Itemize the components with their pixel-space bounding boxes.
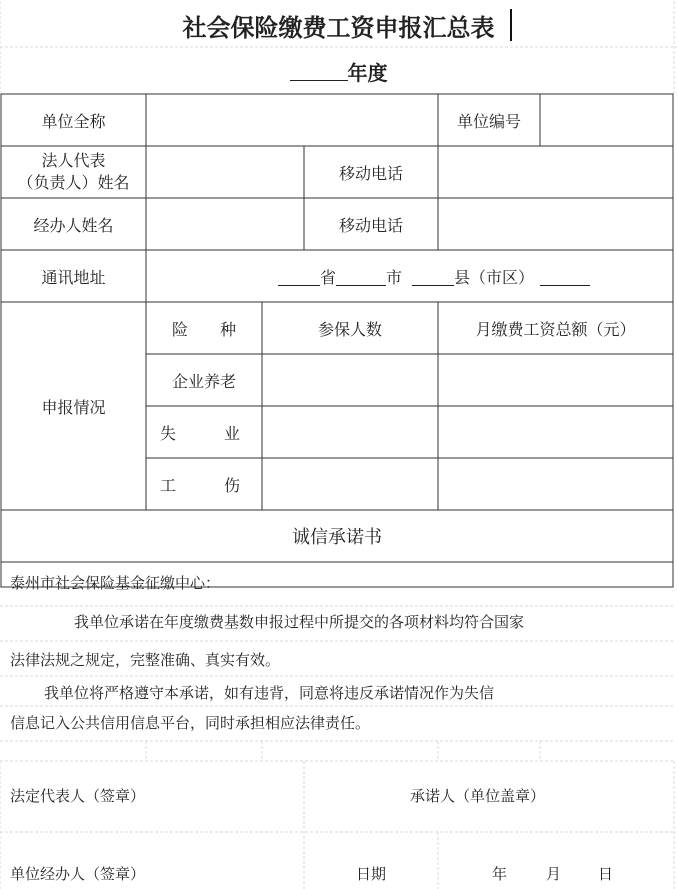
year-line [0,52,677,90]
city-label: 市 [386,267,403,287]
legal-rep-label-line2: （负责人）姓名 [17,173,130,192]
pension-wage-input[interactable] [438,354,673,406]
unit-name-input[interactable] [146,94,438,146]
mobile-input-1[interactable] [438,146,673,198]
col-header-insured-count: 参保人数 [317,319,382,339]
legal-rep-signature-label: 法定代表人（签章） [10,786,146,805]
text-cursor [510,9,512,41]
date-label: 日期 [356,864,387,883]
unit-number-input[interactable] [540,94,673,146]
legal-rep-label [1,146,146,198]
county-label: 县（市区） [454,267,535,287]
address-field [146,250,673,302]
handler-name-label: 经办人姓名 [33,215,114,235]
unit-name-label: 单位全称 [41,111,106,131]
pledge-para2-line1: 我单位将严格遵守本承诺，如有违背，同意将违反承诺情况作为失信 [44,683,495,702]
col-header-insurance-type: 险 种 [171,319,236,339]
legal-rep-label-line1: 法人代表 [41,151,106,170]
injury-wage-input[interactable] [438,458,673,510]
row-label-pension: 企业养老 [171,371,236,391]
pledge-para2-line2: 信息记入公共信用信息平台，同时承担相应法律责任。 [10,713,371,732]
promisor-seal-label: 承诺人（单位盖章） [410,786,546,805]
province-blank[interactable] [278,267,320,286]
year-blank[interactable] [290,62,348,81]
declaration-label: 申报情况 [41,397,106,417]
unemployment-wage-input[interactable] [438,406,673,458]
pledge-para1-line1: 我单位承诺在年度缴费基数申报过程中所提交的各项材料均符合国家 [74,612,525,631]
mobile-label-2: 移动电话 [338,215,403,235]
province-label: 省 [320,267,337,287]
address-label: 通讯地址 [41,267,106,287]
date-day-label: 日 [598,864,614,883]
pension-count-input[interactable] [262,354,438,406]
handler-signature-label: 单位经办人（签章） [10,864,146,883]
date-month-label: 月 [546,864,562,883]
pledge-para1-line2: 法律法规之规定，完整准确、真实有效。 [10,650,281,669]
year-label: 年度 [347,60,388,85]
pledge-recipient: 泰州市社会保险基金征缴中心： [10,573,221,592]
handler-name-input[interactable] [146,198,304,250]
unit-number-label: 单位编号 [456,111,521,131]
mobile-label-1: 移动电话 [338,163,403,183]
legal-rep-input[interactable] [146,146,304,198]
injury-count-input[interactable] [262,458,438,510]
mobile-input-2[interactable] [438,198,673,250]
unemployment-count-input[interactable] [262,406,438,458]
page-title: 社会保险缴费工资申报汇总表 [182,12,495,42]
county-blank[interactable] [412,267,454,286]
district-blank[interactable] [540,267,590,286]
row-label-injury: 工 伤 [160,475,241,495]
row-label-unemployment: 失 业 [160,423,241,443]
date-year-label: 年 [492,864,508,883]
col-header-monthly-wage: 月缴费工资总额（元） [475,319,636,339]
city-blank[interactable] [336,267,386,286]
pledge-title: 诚信承诺书 [292,527,382,548]
